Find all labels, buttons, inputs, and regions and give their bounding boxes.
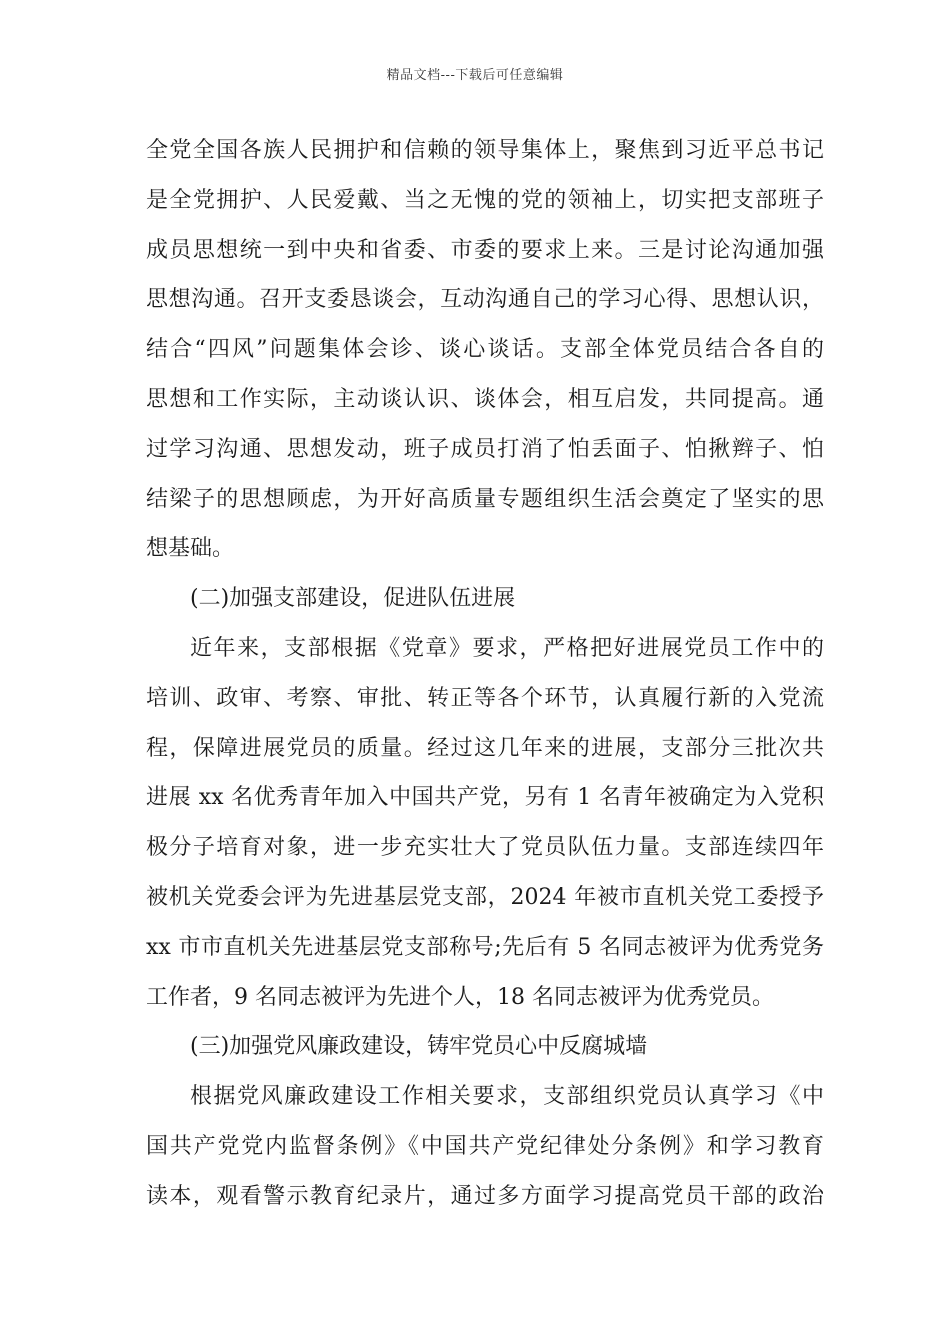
- body-line-17: xx 市市直机关先进基层党支部称号;先后有 5 名同志被评为优秀党务: [146, 934, 824, 960]
- body-line-4: 思想沟通。召开支委恳谈会，互动沟通自己的学习心得、思想认识，: [146, 287, 824, 313]
- section-heading-3: (三)加强党风廉政建设，铸牢党员心中反腐城墙: [190, 1034, 648, 1060]
- body-line-12: 培训、政审、考察、审批、转正等各个环节，认真履行新的入党流: [146, 685, 824, 711]
- body-line-13: 程，保障进展党员的质量。经过这几年来的进展，支部分三批次共: [146, 735, 824, 761]
- body-line-8: 结梁子的思想顾虑，为开好高质量专题组织生活会奠定了坚实的思: [146, 486, 824, 512]
- section-heading-2: (二)加强支部建设，促进队伍进展: [190, 586, 516, 612]
- body-line-1: 全党全国各族人民拥护和信赖的领导集体上，聚焦到习近平总书记: [146, 138, 824, 163]
- body-line-6: 思想和工作实际，主动谈认识、谈体会，相互启发，共同提高。通: [146, 386, 824, 412]
- body-line-22: 读本，观看警示教育纪录片，通过多方面学习提高党员干部的政治: [146, 1183, 824, 1209]
- body-line-14: 进展 xx 名优秀青年加入中国共产党，另有 1 名青年被确定为入党积: [146, 785, 824, 811]
- body-line-9: 想基础。: [146, 536, 235, 562]
- body-line-7: 过学习沟通、思想发动，班子成员打消了怕丢面子、怕揪辫子、怕: [146, 436, 824, 462]
- body-line-2: 是全党拥护、人民爱戴、当之无愧的党的领袖上，切实把支部班子: [146, 187, 824, 213]
- body-line-20: 根据党风廉政建设工作相关要求，支部组织党员认真学习《中: [190, 1084, 824, 1110]
- body-line-21: 国共产党党内监督条例》《中国共产党纪律处分条例》和学习教育: [146, 1133, 824, 1159]
- document-body: [146, 126, 824, 1222]
- page-header: 精品文档---下载后可任意编辑: [386, 68, 564, 83]
- body-line-16: 被机关党委会评为先进基层党支部，2024 年被市直机关党工委授予: [146, 884, 824, 910]
- body-line-11: 近年来，支部根据《党章》要求，严格把好进展党员工作中的: [190, 635, 824, 661]
- body-line-3: 成员思想统一到中央和省委、市委的要求上来。三是讨论沟通加强: [146, 237, 824, 263]
- body-line-15: 极分子培育对象，进一步充实壮大了党员队伍力量。支部连续四年: [146, 835, 824, 861]
- body-line-5: 结合“四风”问题集体会诊、谈心谈话。支部全体党员结合各自的: [146, 337, 824, 363]
- body-line-18: 工作者，9 名同志被评为先进个人，18 名同志被评为优秀党员。: [146, 984, 774, 1010]
